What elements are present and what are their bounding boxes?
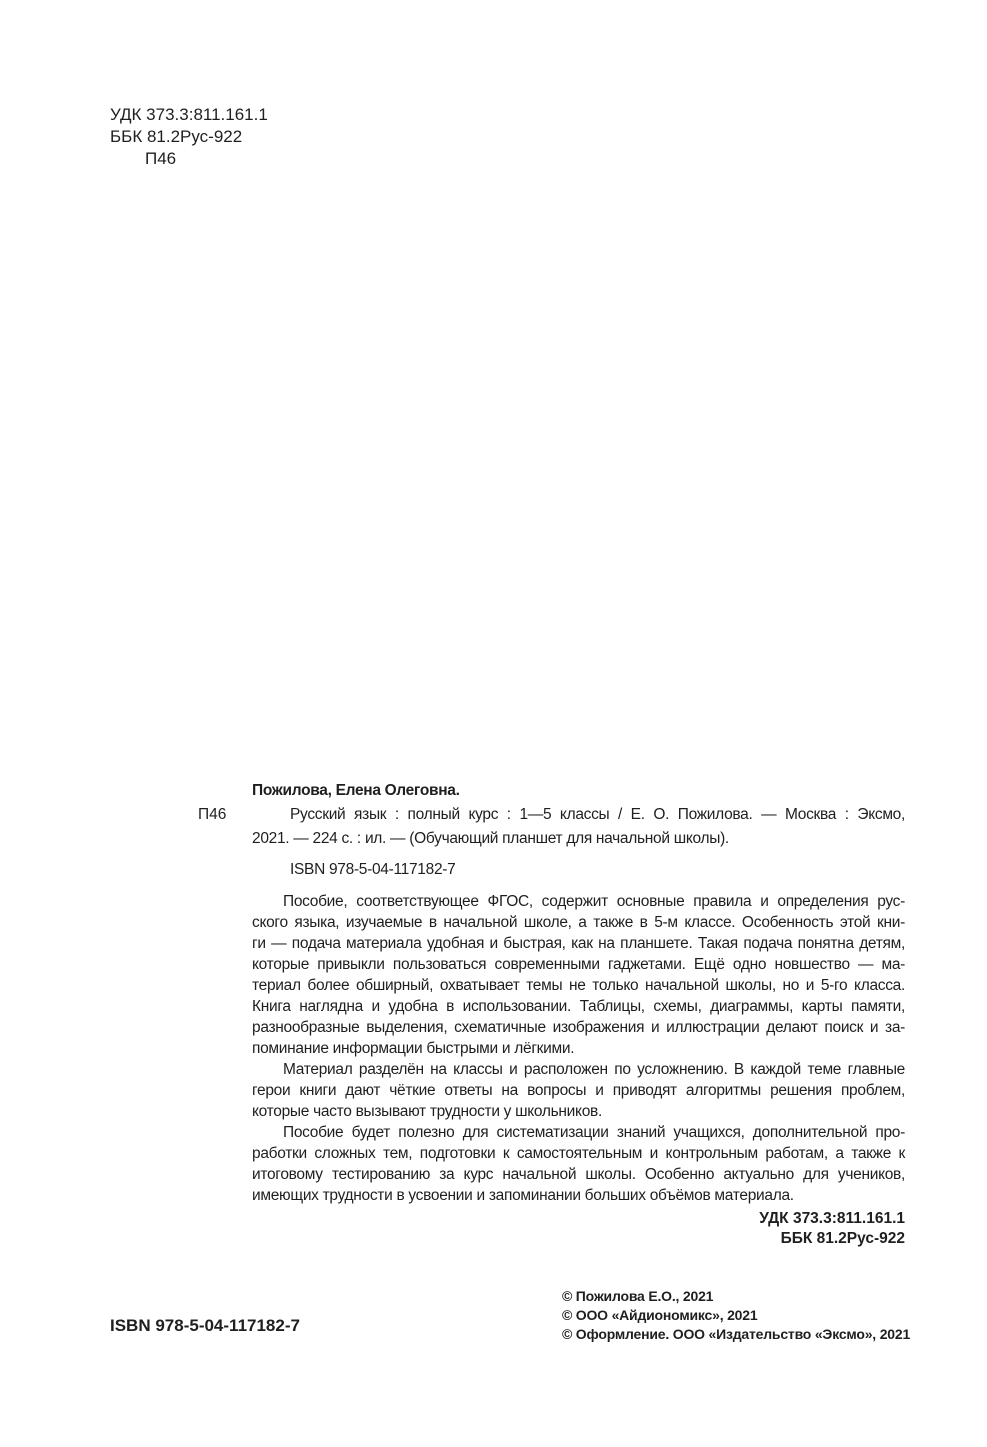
entry-code: П46: [198, 806, 227, 823]
udc-code-bottom: УДК 373.3:811.161.1: [759, 1210, 905, 1227]
bottom-codes-block: [252, 1209, 905, 1249]
bbk-code-bottom: ББК 81.2Рус-922: [780, 1230, 905, 1247]
annotation-line: разнообразные выделения, схематичные изображения и иллюстрации делают поиск и за-: [252, 1019, 905, 1036]
annotation-line: поминание информации быстрыми и лёгкими.: [252, 1040, 575, 1057]
annotation-line: териал более обширный, охватывает темы не только начальной школы, но и 5-го класса.: [252, 977, 905, 994]
bibliographic-entry: [198, 779, 905, 882]
copyright-line: © ООО «Айдиономикс», 2021: [562, 1307, 758, 1323]
annotation-line: работки сложных тем, подготовки к самостоятельным и контрольным работам, а также к: [252, 1145, 905, 1162]
annotation-line: герои книги дают чёткие ответы на вопросы и приводят алгоритмы решения проблем,: [252, 1082, 905, 1099]
annotation-line: которые привыкли пользоваться современными гаджетами. Ещё одно новшество — ма-: [252, 956, 905, 973]
annotation-line: Пособие, соответствующее ФГОС, содержит основные правила и определения рус-: [283, 893, 905, 910]
author-sign-code: П46: [145, 149, 177, 168]
entry-line: Русский язык : полный курс : 1—5 классы / Е. О. Пожилова. — Москва : Эксмо,: [290, 806, 905, 823]
top-codes-block: [110, 104, 268, 170]
udc-code: УДК 373.3:811.161.1: [110, 105, 268, 124]
entry-line: 2021. — 224 с. : ил. — (Обучающий планшет для начальной школы).: [252, 830, 729, 847]
annotation-line: ского языка, изучаемые в начальной школе, а также в 5-м классе. Особенность этой кни-: [252, 914, 905, 931]
copyright-line: © Пожилова Е.О., 2021: [562, 1288, 714, 1304]
author-heading: Пожилова, Елена Олеговна.: [252, 782, 460, 799]
annotation-line: итоговому тестированию за курс начальной школы. Особенно актуально для учеников,: [252, 1166, 905, 1183]
annotation-block: [252, 891, 905, 1249]
bbk-code: ББК 81.2Рус-922: [110, 127, 243, 146]
annotation-line: Книга наглядна и удобна в использовании. Таблицы, схемы, диаграммы, карты памяти,: [252, 998, 905, 1015]
annotation-line: ги — подача материала удобная и быстрая, как на планшете. Такая подача понятна детям,: [252, 935, 905, 952]
annotation-line: которые часто вызывают трудности у школьников.: [252, 1103, 602, 1120]
isbn-middle: ISBN 978-5-04-117182-7: [290, 861, 456, 878]
isbn-footer: ISBN 978-5-04-117182-7: [110, 1316, 300, 1335]
annotation-line: имеющих трудности в усвоении и запоминании больших объёмов материала.: [252, 1187, 794, 1204]
catalog-entry: [198, 803, 905, 851]
annotation-line: Материал разделён на классы и расположен по усложнению. В каждой теме главные: [283, 1061, 905, 1078]
copyright-line: © Оформление. ООО «Издательство «Эксмо», 2021: [562, 1326, 911, 1342]
annotation-line: Пособие будет полезно для систематизации знаний учащихся, дополнительной про-: [283, 1124, 905, 1141]
copyright-block: [562, 1287, 910, 1344]
